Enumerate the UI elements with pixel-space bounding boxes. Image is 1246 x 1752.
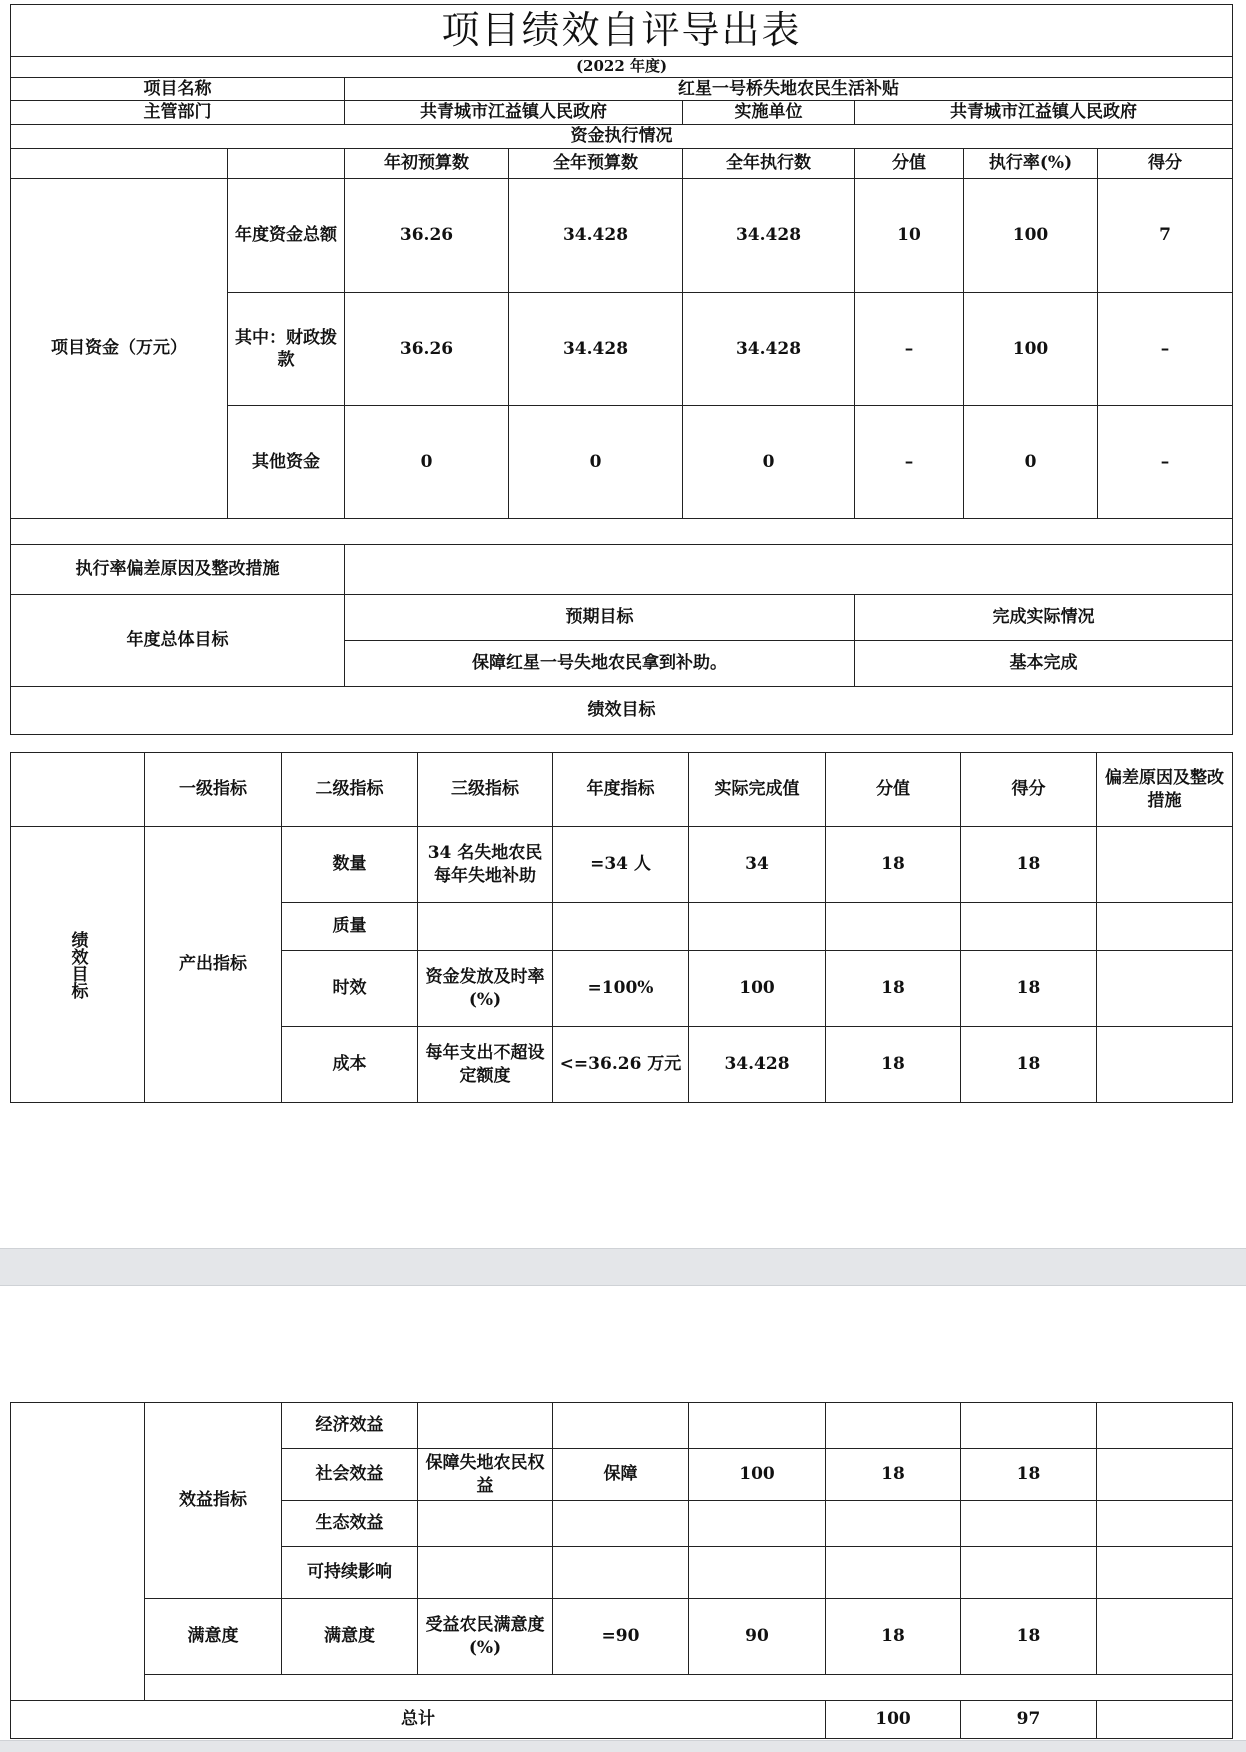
perf-cell: 成本: [282, 1027, 418, 1103]
funds-cell: 0: [964, 405, 1098, 518]
annual-goal-label: 年度总体目标: [11, 594, 345, 686]
perf-cell: [553, 903, 689, 951]
perf-cell: 数量: [282, 827, 418, 903]
deviation-label: 执行率偏差原因及整改措施: [11, 544, 345, 594]
perf-cell: [418, 1403, 553, 1449]
perf-section-title: 绩效目标: [11, 686, 1233, 734]
perf-cell: 资金发放及时率(%): [418, 951, 553, 1027]
blank-row: [11, 518, 1233, 544]
perf-cell: 受益农民满意度(%): [418, 1599, 553, 1675]
funds-cell: 100: [964, 178, 1098, 292]
perf-cell: [418, 1547, 553, 1599]
total-label: 总计: [11, 1701, 826, 1739]
funds-row-label: 其他资金: [228, 405, 345, 518]
funds-header-blank-2: [228, 148, 345, 178]
perf-cell: =34 人: [553, 827, 689, 903]
funds-cell: 34.428: [683, 292, 855, 405]
perf-cell: 18: [961, 827, 1097, 903]
perf-cell: 18: [961, 1449, 1097, 1501]
funds-cell: 34.428: [509, 292, 683, 405]
total-score: 100: [826, 1701, 961, 1739]
perf-cell: 经济效益: [282, 1403, 418, 1449]
funds-cell: –: [1098, 405, 1233, 518]
perf-header: 一级指标: [145, 753, 282, 827]
perf-cell: [1097, 1599, 1233, 1675]
perf-cell: 18: [826, 1027, 961, 1103]
dept-label: 主管部门: [11, 100, 345, 124]
perf-cell: [553, 1501, 689, 1547]
perf-cell: [418, 1501, 553, 1547]
funds-section-title: 资金执行情况: [11, 124, 1233, 148]
funds-cell: 0: [683, 405, 855, 518]
deviation-value: [345, 544, 1233, 594]
perf-cell: [826, 1547, 961, 1599]
perf-cell: 34: [689, 827, 826, 903]
perf-cell: [689, 1501, 826, 1547]
actual-status-value: 基本完成: [855, 640, 1233, 686]
perf-cell: =100%: [553, 951, 689, 1027]
benefit-indicator-label: 效益指标: [145, 1403, 282, 1599]
funds-cell: 36.26: [345, 292, 509, 405]
expected-goal-value: 保障红星一号失地农民拿到补助。: [345, 640, 855, 686]
funds-header-exec-rate: 执行率(%): [964, 148, 1098, 178]
perf-cell: 每年支出不超设定额度: [418, 1027, 553, 1103]
funds-cell: 0: [345, 405, 509, 518]
perf-cell: 时效: [282, 951, 418, 1027]
perf-cell: [1097, 1501, 1233, 1547]
project-name-label: 项目名称: [11, 77, 345, 100]
funds-cell: –: [1098, 292, 1233, 405]
performance-table-page1: [10, 752, 1233, 1103]
dept-value: 共青城市江益镇人民政府: [345, 100, 683, 124]
perf-cell: [553, 1547, 689, 1599]
perf-cell: [826, 1403, 961, 1449]
perf-header: 年度指标: [553, 753, 689, 827]
funds-row-label: 其中：财政拨款: [228, 292, 345, 405]
page-bottom-edge: [0, 1740, 1246, 1752]
total-note: [1097, 1701, 1233, 1739]
perf-cell: 100: [689, 1449, 826, 1501]
perf-header: 分值: [826, 753, 961, 827]
funds-cell: 36.26: [345, 178, 509, 292]
project-name-value: 红星一号桥失地农民生活补贴: [345, 77, 1233, 100]
funds-cell: –: [855, 405, 964, 518]
expected-goal-label: 预期目标: [345, 594, 855, 640]
perf-cell: 18: [826, 1449, 961, 1501]
perf-cell: [961, 903, 1097, 951]
funds-row-label: 年度资金总额: [228, 178, 345, 292]
perf-cell: [1097, 903, 1233, 951]
funds-cell: 34.428: [509, 178, 683, 292]
perf-header: 三级指标: [418, 753, 553, 827]
perf-cell: 满意度: [282, 1599, 418, 1675]
impl-unit-value: 共青城市江益镇人民政府: [855, 100, 1233, 124]
funds-cell: 7: [1098, 178, 1233, 292]
blank-row: [145, 1675, 1233, 1701]
perf-cell: [826, 1501, 961, 1547]
total-got: 97: [961, 1701, 1097, 1739]
funds-header-initial-budget: 年初预算数: [345, 148, 509, 178]
funds-header-score-value: 分值: [855, 148, 964, 178]
perf-header: 得分: [961, 753, 1097, 827]
perf-cell: 100: [689, 951, 826, 1027]
perf-cell: [826, 903, 961, 951]
perf-cell: [1097, 827, 1233, 903]
perf-cell: [961, 1501, 1097, 1547]
perf-cell: [1097, 1403, 1233, 1449]
funds-cell: 10: [855, 178, 964, 292]
perf-cell: [553, 1403, 689, 1449]
performance-table-page2: [10, 1402, 1233, 1739]
perf-cell: 18: [961, 951, 1097, 1027]
funds-cell: –: [855, 292, 964, 405]
perf-cell: 社会效益: [282, 1449, 418, 1501]
perf-cell: 18: [961, 1599, 1097, 1675]
perf-cell: 生态效益: [282, 1501, 418, 1547]
perf-side-label: 绩效目标: [11, 827, 145, 1103]
perf-cell: [1097, 951, 1233, 1027]
funds-header-score: 得分: [1098, 148, 1233, 178]
perf-header: 实际完成值: [689, 753, 826, 827]
perf-cell: [1097, 1027, 1233, 1103]
self-evaluation-table-page1: [10, 4, 1233, 735]
perf-cell: [689, 1403, 826, 1449]
perf-header: 偏差原因及整改措施: [1097, 753, 1233, 827]
perf-header-blank: [11, 753, 145, 827]
perf-cell: 34.428: [689, 1027, 826, 1103]
perf-cell: =90: [553, 1599, 689, 1675]
output-indicator-label: 产出指标: [145, 827, 282, 1103]
satisfaction-indicator-label: 满意度: [145, 1599, 282, 1675]
page-title: 项目绩效自评导出表: [11, 5, 1233, 57]
perf-cell: [961, 1403, 1097, 1449]
perf-cell: 18: [826, 1599, 961, 1675]
year-label: (2022 年度): [11, 57, 1233, 78]
funds-cell: 100: [964, 292, 1098, 405]
funds-cell: 34.428: [683, 178, 855, 292]
funds-cell: 0: [509, 405, 683, 518]
perf-cell: 18: [826, 827, 961, 903]
page-separator: [0, 1248, 1246, 1286]
perf-cell: [961, 1547, 1097, 1599]
funds-header-blank-1: [11, 148, 228, 178]
perf-header: 二级指标: [282, 753, 418, 827]
perf-cell: 18: [826, 951, 961, 1027]
perf-cell: [689, 903, 826, 951]
perf-cell: 90: [689, 1599, 826, 1675]
funds-header-executed: 全年执行数: [683, 148, 855, 178]
perf-cell: <=36.26 万元: [553, 1027, 689, 1103]
perf-cell: [418, 903, 553, 951]
perf-cell: 质量: [282, 903, 418, 951]
perf-cell: [689, 1547, 826, 1599]
impl-unit-label: 实施单位: [683, 100, 855, 124]
perf-cell: [1097, 1547, 1233, 1599]
actual-status-label: 完成实际情况: [855, 594, 1233, 640]
perf-cell: 保障: [553, 1449, 689, 1501]
perf-cell: 可持续影响: [282, 1547, 418, 1599]
perf-cell: 保障失地农民权益: [418, 1449, 553, 1501]
perf-cell: [1097, 1449, 1233, 1501]
perf-side-blank: [11, 1403, 145, 1701]
project-funds-label: 项目资金（万元）: [11, 178, 228, 518]
funds-header-full-budget: 全年预算数: [509, 148, 683, 178]
perf-cell: 34 名失地农民每年失地补助: [418, 827, 553, 903]
perf-cell: 18: [961, 1027, 1097, 1103]
